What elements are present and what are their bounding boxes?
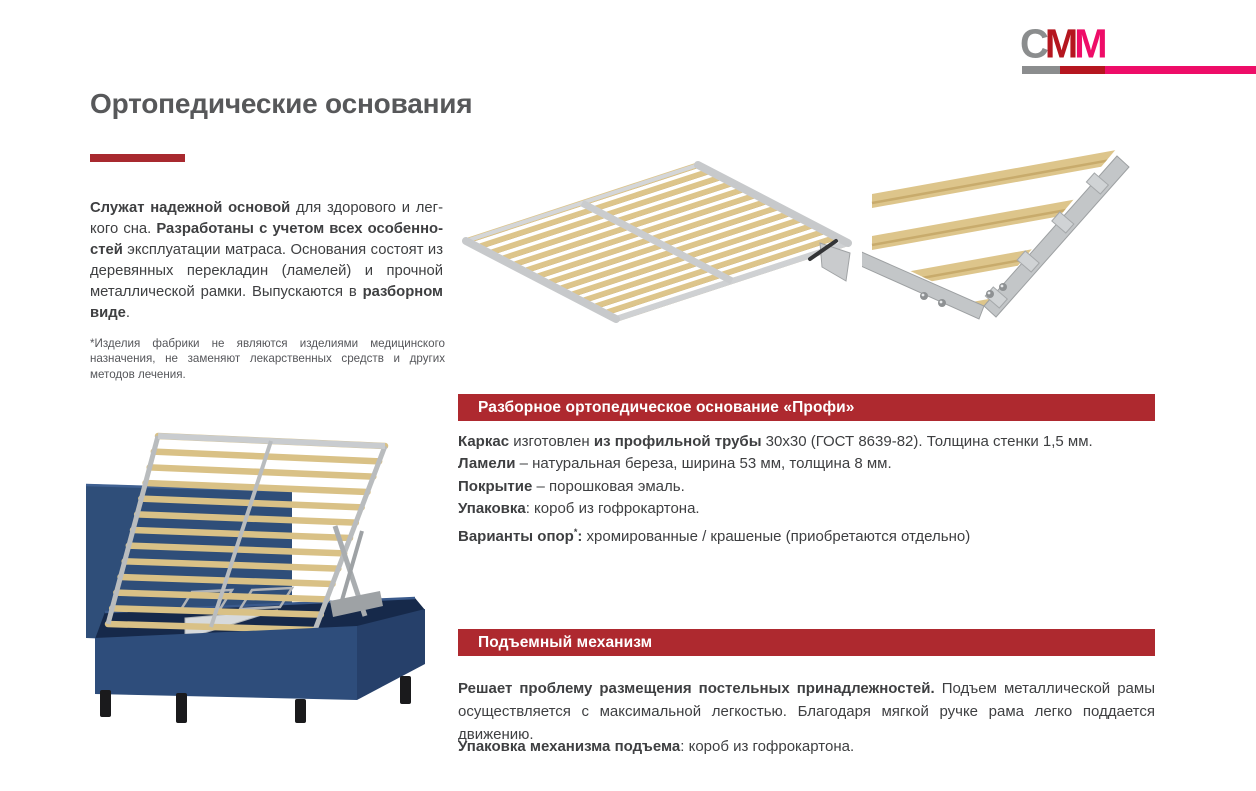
page-title: Ортопедические основания [90,88,473,119]
brand-bar-pink [1105,66,1256,74]
orthopedic-base-photo [458,157,855,390]
logo-letter-m2: М [1074,21,1104,67]
cmm-logo [1020,21,1104,67]
spec-supports: Варианты опор*: хромированные / крашеные (приобретаются отдельно) [458,526,971,545]
mechanism-paragraph: Решает проблему размещения постельных принадлежностей. Подъем металлической рамы осуществляется с максимальной легкостью. Благодаря мягкой ручке рама легко поддается движению. [458,680,1155,743]
section-banner-profi-label: Разборное ортопедическое основание «Профи» [478,398,855,416]
intro-paragraph: Служат надежной основой для здорового и легкого сна. Разработаны с учетом всех особенностей эксплуатации матраса. Основания состоят из деревянных перекладин (ламелей) и прочной металлической рамки. Выпускаются в разборном виде. [90,199,443,321]
lift-bed-illustration [80,406,448,746]
title-accent-bar [90,154,185,162]
lift-bed-photo [80,406,448,746]
section-banner-mechanism [458,629,1155,656]
medical-footnote: *Изделия фабрики не являются изделиями медицинского назначения, не заменяют лекарственных средств и других методов лечения. [90,336,445,381]
section-banner-profi [458,394,1155,421]
frame-corner-illustration [862,148,1157,348]
spec-frame: Каркас изготовлен из профильной трубы 30х30 (ГОСТ 8639-82). Толщина стенки 1,5 мм. [458,433,1093,450]
section-banner-mechanism-label: Подъемный механизм [478,633,653,651]
brand-bar-gray [1022,66,1060,74]
frame-corner-closeup-photo [862,148,1157,348]
logo-letter-m1: М [1044,21,1075,67]
brand-bar-red [1060,66,1105,74]
spec-slats: Ламели – натуральная береза, ширина 53 мм, толщина 8 мм. [458,455,892,473]
orthopedic-base-illustration [458,157,855,390]
bed-box-front [95,626,357,700]
spec-coating: Покрытие – порошковая эмаль. [458,477,685,495]
mechanism-packaging: Упаковка механизма подъема: короб из гофрокартона. [458,738,855,755]
logo-letter-c: С [1020,21,1045,67]
profi-specs [458,431,1155,548]
spec-packing: Упаковка: короб из гофрокартона. [458,500,700,518]
